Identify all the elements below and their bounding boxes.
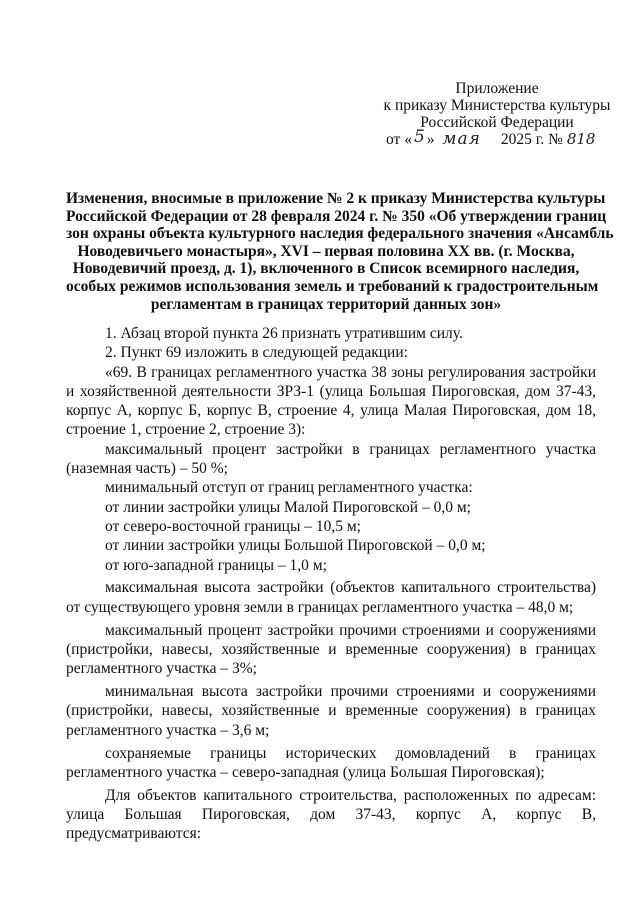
paragraph-preserved-boundaries: сохраняемые границы исторических домовладений в границах регламентного участка – северо-западная (улица Большая Пироговская); [66, 744, 596, 781]
paragraph-min-height-other: минимальная высота застройки прочими строениями и сооружениями (пристройки, навесы, хозяйственные и временные сооружения) в границах регламентного участка – 3,6 м; [66, 683, 596, 739]
title-line: Российской Федерации от 28 февраля 2024 г. № 350 «Об утверждении границ [66, 207, 607, 225]
paragraph-69: «69. В границах регламентного участка 38 зоны регулирования застройки и хозяйственной деятельности ЗРЗ-1 (улица Большая Пироговская, дом 37-43, корпус А, корпус Б, корпус В, строение 4, улица Малая Пироговская, дом 18, строение 1, строение 2, строение 3): [66, 363, 596, 439]
paragraph-min-setback: минимальный отступ от границ регламентного участка: [105, 479, 473, 497]
document-title [66, 190, 614, 313]
title-line: особых режимов использования земель и требований к градостроительным [66, 277, 599, 295]
order-year: 2025 г. [500, 131, 545, 148]
appendix-order-ref: к приказу Министерства культуры [383, 97, 611, 114]
paragraph-setback-sw: от юго-западной границы – 1,0 м; [105, 556, 327, 574]
order-number-handwritten: 818 [566, 130, 596, 148]
appendix-federation: Российской Федерации [420, 114, 574, 131]
paragraph-max-percent: максимальный процент застройки в границах регламентного участка (наземная часть) – 50 %; [66, 440, 596, 478]
paragraph-max-height: максимальная высота застройки (объектов капитального строительства) от существующего уровня земли в границах регламентного участка – 48,0 м; [66, 579, 596, 616]
title-line: Новодевичий проезд, д. 1), включенного в Список всемирного наследия, [72, 260, 580, 278]
paragraph-max-percent-other: максимальный процент застройки прочими строениями и сооружениями (пристройки, навесы, хозяйственные и временные сооружения) в границах регламентного участка – 3%; [66, 621, 596, 678]
paragraph-2: 2. Пункт 69 изложить в следующей редакции: [105, 344, 408, 362]
paragraph-1: 1. Абзац второй пункта 26 признать утратившим силу. [105, 325, 463, 342]
paragraph-setback-malaya: от линии застройки улицы Малой Пироговской – 0,0 м; [105, 498, 471, 516]
document-body [66, 324, 596, 844]
order-month-handwritten: мая [442, 129, 481, 149]
paragraph-capital-objects: Для объектов капитального строительства, расположенных по адресам: улица Большая Пироговская, дом 37-43, корпус А, корпус В, предусматриваются: [66, 786, 596, 843]
paragraph-setback-bolshaya: от линии застройки улицы Большой Пироговской – 0,0 м; [105, 537, 486, 555]
order-number-label: № [548, 131, 563, 148]
title-line: зон охраны объекта культурного наследия федерального значения «Ансамбль [66, 225, 614, 243]
title-line: Изменения, вносимые в приложение № 2 к приказу Министерства культуры [66, 190, 606, 207]
order-day-handwritten: 5 [413, 127, 425, 147]
appendix-header [372, 80, 622, 148]
order-from: от « [386, 131, 412, 148]
title-line: регламентам в границах территорий данных зон» [150, 295, 502, 313]
paragraph-setback-ne: от северо-восточной границы – 10,5 м; [105, 517, 361, 535]
appendix-label: Приложение [455, 80, 539, 97]
title-line: Новодевичьего монастыря», XVI – первая половина XX вв. (г. Москва, [77, 242, 575, 260]
order-quote-close: » [426, 131, 435, 148]
order-date-line [372, 127, 622, 149]
